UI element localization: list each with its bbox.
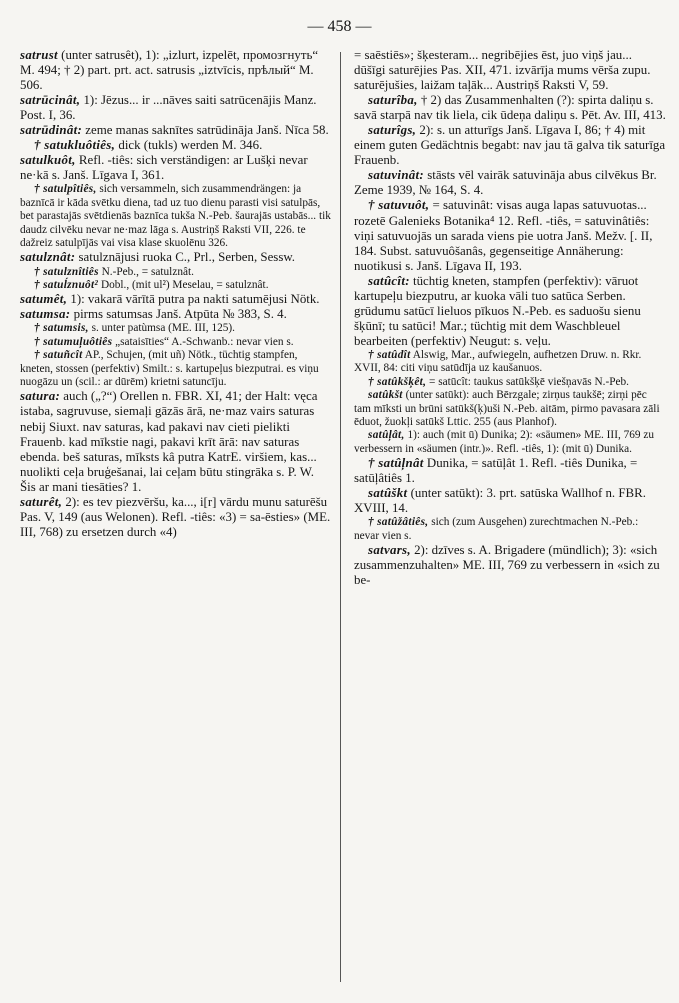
- dictionary-entry: [20, 307, 332, 322]
- entry-headword: saturîgs,: [368, 123, 417, 138]
- entry-text: zeme manas saknītes satrūdināja Janš. Nīca 58.: [82, 123, 329, 138]
- dictionary-entry: [354, 93, 666, 123]
- entry-text: stāsts vēl vairāk satuvināja abus cilvēkus Br. Zeme 1939, № 164, S. 4.: [354, 168, 657, 198]
- entry-text: tüchtig kneten, stampfen (perfektiv): vāruot kartupeļu biezputru, ar kuoka vāli tuo satūca Serben. grūdumu satūcī lieluos pīkuos N.-Peb. es saduošu sienu šķūnī; tu satūci! Mar.; tüchtig mit dem Waschbleuel bearbeiten (perfektiv) Neugut: s. veļu.: [354, 273, 641, 348]
- dictionary-entry: [20, 495, 332, 540]
- entry-text: 1): auch (mit ū) Dunika; 2): «säumen» ME. III, 769 zu verbessern in «säumen (intr.)». Refl. -tiês, 1): (mit ū) Dunika.: [354, 429, 655, 455]
- entry-headword: satûškt: [368, 486, 408, 501]
- entry-headword: satûcît:: [368, 273, 410, 288]
- dictionary-entry: [20, 250, 332, 265]
- dictionary-entry: [20, 153, 332, 183]
- dictionary-entry: [354, 429, 666, 456]
- entry-text: N.-Peb., = satulznât.: [98, 265, 194, 278]
- dictionary-entry: [354, 168, 666, 198]
- dictionary-entry: [354, 389, 666, 429]
- entry-headword: † satukluôtiês,: [34, 138, 116, 153]
- entry-headword: † satûdît: [368, 348, 411, 361]
- entry-text: auch („?“) Orellen n. FBR. XI, 41; der Halt: vęca istaba, sagruvuse, siemaļi gāzās ārā, ne·maz vairs saturas nebij Siuxt. nav saturas, kad pakavi nav cieti pielikti Frauenb. kad mīkstie nagi, pakavi krīt ārā: nav saturas ebenda. beš saturas, mīksts kâ putra KatrE. viršiem, kas... nuolikti ceļa bruģešanai, lai ceļam būtu stingrāka s. P. W. Šis ar mani tiesāties? 1.: [20, 389, 318, 494]
- dictionary-entry: [354, 456, 666, 486]
- entry-text: AP., Schujen, (mit uñ) Nötk., tüchtig stampfen, kneten, stossen (perfektiv) Smilt.: s. kartupeļus biezputrai. es viņu nuogāzu un (scil.: ar dūrēm) krietni satuncīju.: [20, 349, 319, 389]
- dictionary-entry: [20, 138, 332, 153]
- entry-text: Dobl., (mit ul²) Meselau, = satulznât.: [98, 278, 269, 291]
- entry-headword: † satûkšķêt,: [368, 375, 427, 388]
- entry-text: 2): dzīves s. A. Brigadere (mündlich); 3): «sich zusammenzuhalten» ME. III, 769 zu verbessern in «sich zu be-: [354, 543, 660, 588]
- entry-headword: † satuvuôt,: [368, 198, 430, 213]
- entry-headword: satvars,: [368, 543, 411, 558]
- dictionary-entry: [20, 292, 332, 307]
- entry-text: satulznājusi ruoka C., Prl., Serben, Sessw.: [75, 250, 296, 265]
- entry-headword: † satuĺznuôt²: [34, 278, 99, 291]
- dictionary-entry: [354, 543, 666, 588]
- entry-text: = satuvinât: visas auga lapas satuvuotas... rozetē Galenieks Botanika⁴ 12. Refl. -tiês, = satuvinâtiês: viņi satuvuojās un sarada viens pie uotra Janš. Mežv. [. II, 184. Subst. satuvuôšanâs, gegenseitige Annäherung: nuotikusi s. Janš. Līgava II, 193.: [354, 198, 653, 273]
- dictionary-entry: [20, 123, 332, 138]
- dictionary-entry: [20, 183, 332, 250]
- dictionary-entry: [20, 336, 332, 349]
- dictionary-entry: [20, 48, 332, 93]
- entry-text: sich versammeln, sich zusammendrängen: ja baznīcā ir kāda svētku diena, tad uz tuo dienu parasti visi satulpās, bet parastajās svētdienās baznīca tukša N.-Peb. šaurajās ustabās... tik daudz cilvēku nevar ne·maz lāga s. Austriņš Raksti VII, 226. te dažreiz satulpījās vai visa klase skuolēnu 326.: [20, 183, 331, 250]
- entry-headword: satrūdinât:: [20, 123, 83, 138]
- entry-text: 2): s. un atturīgs Janš. Līgava I, 86; † 4) mit einem guten Gedächtnis begabt: nav jau tā galva tik saturīga Frauenb.: [354, 123, 666, 168]
- entry-headword: satulznât:: [20, 250, 76, 265]
- entry-headword: † satuñcît: [34, 349, 83, 362]
- entry-text: (unter satrusêt), 1): „izlurt, izpelēt, промозгнуть“ M. 494; † 2) part. prt. act. satrusis „iztvīcis, прѣлый“ M. 506.: [20, 48, 319, 93]
- entry-headword: † satumsis,: [34, 322, 89, 335]
- entry-text: Refl. -tiês: sich verständigen: ar Lušķi nevar ne·kā s. Janš. Līgava I, 361.: [20, 153, 308, 183]
- entry-text: † 2) das Zusammenhalten (?): spirta daliņu s. savā starpā nav tik liela, cik ūdeņa daliņu s. Pēt. Av. III, 413.: [354, 93, 666, 123]
- entry-headword: satûļât,: [368, 429, 405, 442]
- entry-text: 1): vakarā vārītā putra pa nakti satumējusi Nötk.: [67, 292, 320, 307]
- entry-headword: † satûļnât: [368, 456, 424, 471]
- entry-headword: saturêt,: [20, 494, 63, 509]
- entry-text: = saēstiēs»; šķesteram... negribējies ēst, juo viņš jau... dūšīgi saturējies Pas. XII, 471. izvārīja mums vērša zupu. saturējušies, laižam taļāk... Austriņš Raksti V, 59.: [354, 48, 651, 93]
- entry-text: 2): es tev piezvēršu, ka..., i[r] vārdu munu saturēšu Pas. V, 149 (aus Welonen). Refl. -tiês: «3) = sa-ēsties» (ME. III, 768) zu ersetzen durch «4): [20, 494, 331, 539]
- entry-text: (unter satūkt): 3. prt. satūska Wallhof n. FBR. XVIII, 14.: [354, 486, 646, 516]
- entry-headword: † satumuļuôtiês: [34, 335, 113, 348]
- entry-headword: † satulpîtiês,: [34, 183, 97, 196]
- entry-text: Dunika, = satūļât 1. Refl. -tiês Dunika, = satūļâtiês 1.: [354, 456, 638, 486]
- dictionary-entry: [354, 48, 666, 93]
- dictionary-entry: [354, 198, 666, 273]
- entry-text: s. unter patùmsa (ME. III, 125).: [88, 322, 235, 335]
- dictionary-entry: [20, 266, 332, 279]
- entry-text: = satūcît: taukus satūkšķē viešņavās N.-Peb.: [426, 375, 629, 388]
- column-divider: [340, 52, 341, 982]
- entry-headword: satuvinât:: [368, 168, 425, 183]
- entry-text: dick (tukls) werden M. 346.: [115, 138, 263, 153]
- dictionary-entry: [20, 93, 332, 123]
- entry-text: „sataisīties“ A.-Schwanb.: nevar vien s.: [112, 335, 294, 348]
- dictionary-entry: [20, 389, 332, 494]
- entry-headword: satulkuôt,: [20, 153, 76, 168]
- dictionary-entry: [354, 274, 666, 349]
- dictionary-entry: [354, 516, 666, 543]
- entry-text: Alswig, Mar., aufwiegeln, aufhetzen Druw. n. Rkr. XVII, 84: citi viņu satūdīja uz kaušanuos.: [354, 348, 642, 375]
- dictionary-entry: [354, 486, 666, 516]
- dictionary-entry: [354, 376, 666, 389]
- left-column: [20, 48, 332, 540]
- entry-headword: satumêt,: [20, 292, 68, 307]
- entry-headword: satura:: [20, 389, 61, 404]
- dictionary-entry: [20, 349, 332, 389]
- entry-text: pirms satumsas Janš. Atpūta № 383, S. 4.: [70, 307, 287, 322]
- entry-headword: † satûžâtiês,: [368, 516, 429, 529]
- dictionary-entry: [354, 123, 666, 168]
- entry-headword: satrust: [20, 48, 58, 62]
- entry-headword: satumsa:: [20, 307, 71, 322]
- entry-headword: satûkšt: [368, 389, 403, 402]
- entry-text: sich (zum Ausgehen) zurechtmachen N.-Peb.: nevar vien s.: [354, 516, 639, 542]
- page-number: — 458 —: [307, 18, 372, 35]
- dictionary-entry: [20, 279, 332, 292]
- entry-headword: saturîba,: [368, 93, 418, 108]
- dictionary-entry: [354, 349, 666, 376]
- entry-headword: † satulznîtiês: [34, 265, 99, 278]
- entry-headword: satrūcinât,: [20, 93, 81, 108]
- entry-text: (unter satūkt): auch Bērzgale; zirņus taukšē; zirņi pēc tam mīksti un brūni satūkš(ķ)uši N.-Peb. aitām, pirmo pavasara zāli ēduot, žuokļi satūkš Lttic. 255 (aus Planhof).: [354, 389, 660, 428]
- entry-text: 1): Jēzus... ir ...nāves saiti satrūcenājis Manz. Post. I, 36.: [20, 93, 317, 123]
- right-column: [354, 48, 666, 588]
- dictionary-entry: [20, 322, 332, 335]
